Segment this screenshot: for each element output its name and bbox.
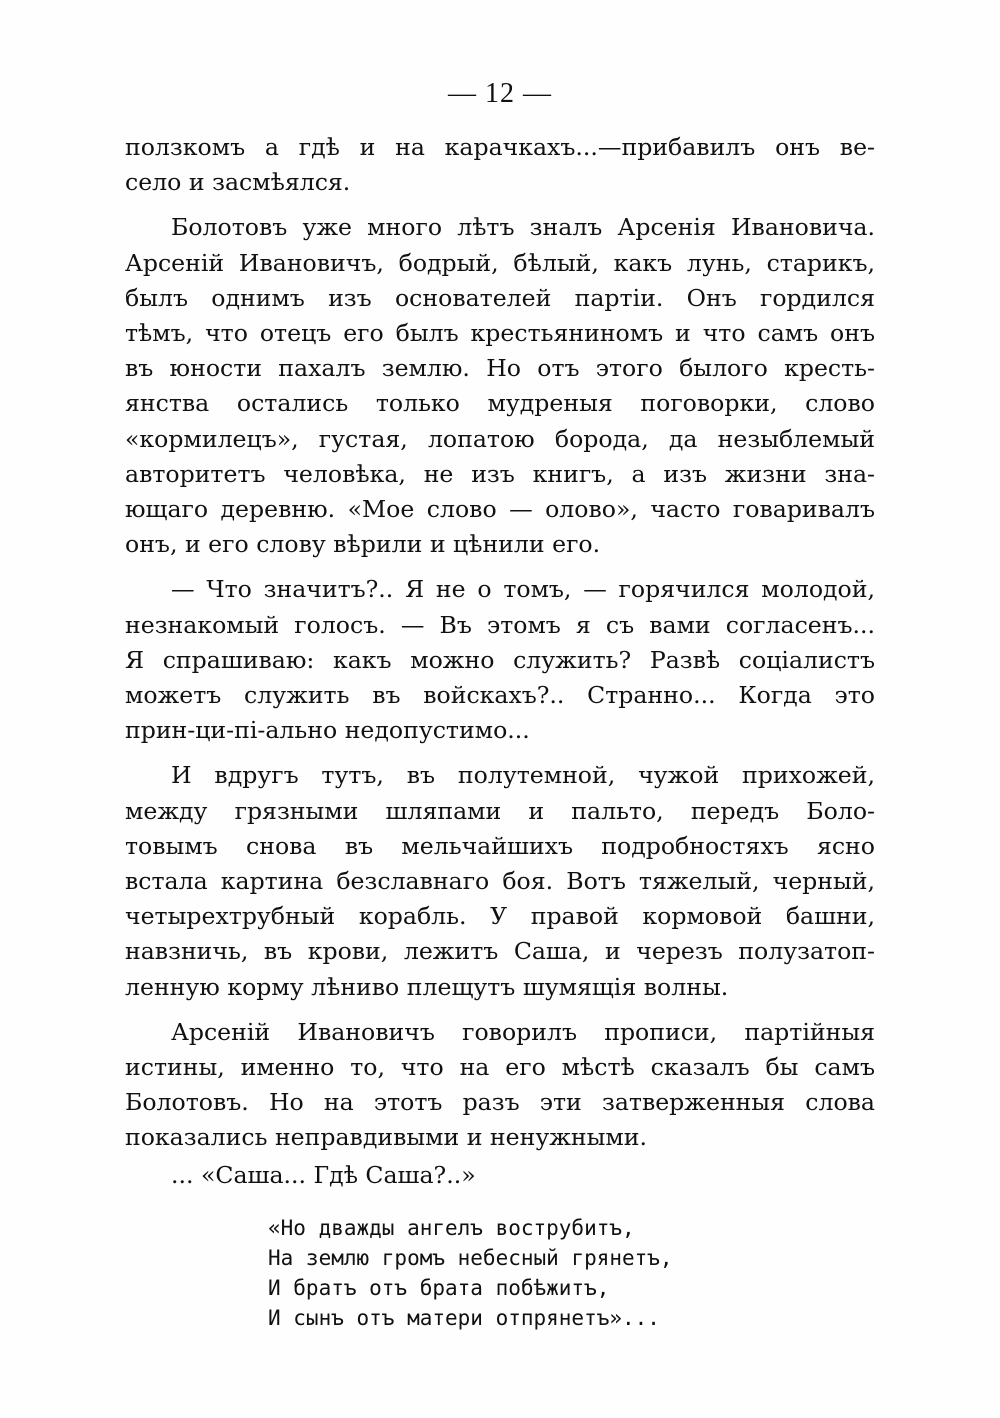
text-line: ... «Саша... Гдѣ Саша?..» (171, 1160, 476, 1189)
text-line: между грязными шляпами и пальто, передъ Боло- (125, 796, 875, 825)
poem-line: «Но дважды ангелъ вострубитъ, (268, 1216, 635, 1240)
text-line: встала картина безславнаго боя. Вотъ тяжелый, черный, (125, 867, 875, 896)
poem-quote (268, 1213, 673, 1333)
text-line: тѣмъ, что отецъ его былъ крестьяниномъ и что самъ онъ (125, 319, 875, 348)
paragraph (125, 130, 875, 200)
text-line: «кормилецъ», густая, лопатою борода, да незыблемый (125, 424, 875, 453)
text-line: Болотовъ. Но на этотъ разъ эти затверженныя слова (125, 1088, 875, 1117)
text-line: — Что значитъ?.. Я не о томъ, — горячился молодой, (171, 575, 875, 604)
text-line: Я спрашиваю: какъ можно служить? Развѣ соціалистъ (125, 645, 875, 674)
text-line: ползкомъ а гдѣ и на карачкахъ...—прибавилъ онъ ве- (125, 133, 875, 161)
text-line: ленную корму лѣниво плещутъ шумящія волны. (125, 972, 729, 1001)
text-line: показались неправдивыми и ненужными. (125, 1123, 648, 1152)
text-line: былъ однимъ изъ основателей партіи. Онъ гордился (125, 283, 875, 312)
text-line: янства остались только мудреныя поговорки, слово (125, 389, 875, 418)
paragraph (125, 210, 875, 562)
text-line: село и засмѣялся. (125, 168, 351, 197)
text-line: прин-ци-пі-ально недопустимо... (125, 716, 530, 745)
paragraph (125, 758, 875, 1004)
text-line: четырехтрубный корабль. У правой кормовой башни, (125, 902, 875, 931)
text-line: онъ, и его слову вѣрили и цѣнили его. (125, 530, 601, 559)
poem-line: И братъ отъ брата побѣжитъ, (268, 1276, 610, 1300)
text-line: Арсеній Ивановичъ говорилъ прописи, партійныя (171, 1017, 875, 1046)
text-line: товымъ снова въ мельчайшихъ подробностяхъ ясно (125, 831, 875, 860)
poem-line: На землю громъ небесный грянетъ, (268, 1246, 673, 1270)
text-line: можетъ служить въ войскахъ?.. Странно... Когда это (125, 681, 875, 710)
paragraph (125, 572, 875, 748)
body-text (125, 130, 875, 1203)
text-line: въ юности пахалъ землю. Но отъ этого былого кресть- (125, 354, 875, 383)
paragraph (125, 1158, 875, 1193)
text-line: Арсеній Ивановичъ, бодрый, бѣлый, какъ лунь, старикъ, (125, 248, 875, 277)
paragraph (125, 1015, 875, 1156)
text-line: авторитетъ человѣка, не изъ книгъ, а изъ жизни зна- (125, 459, 875, 488)
poem-line: И сынъ отъ матери отпрянетъ»... (268, 1306, 660, 1330)
page-number: — 12 — (448, 78, 552, 109)
text-line: навзничь, въ крови, лежитъ Саша, и черезъ полузатоп- (125, 937, 875, 966)
text-line: ющаго деревню. «Мое слово — олово», часто говаривалъ (125, 495, 875, 524)
text-line: И вдругъ тутъ, въ полутемной, чужой прихожей, (171, 761, 875, 790)
text-line: истины, именно то, что на его мѣстѣ сказалъ бы самъ (125, 1053, 875, 1082)
text-line: Болотовъ уже много лѣтъ зналъ Арсенія Ивановича. (171, 213, 875, 242)
text-line: незнакомый голосъ. — Въ этомъ я съ вами согласенъ... (125, 610, 875, 639)
